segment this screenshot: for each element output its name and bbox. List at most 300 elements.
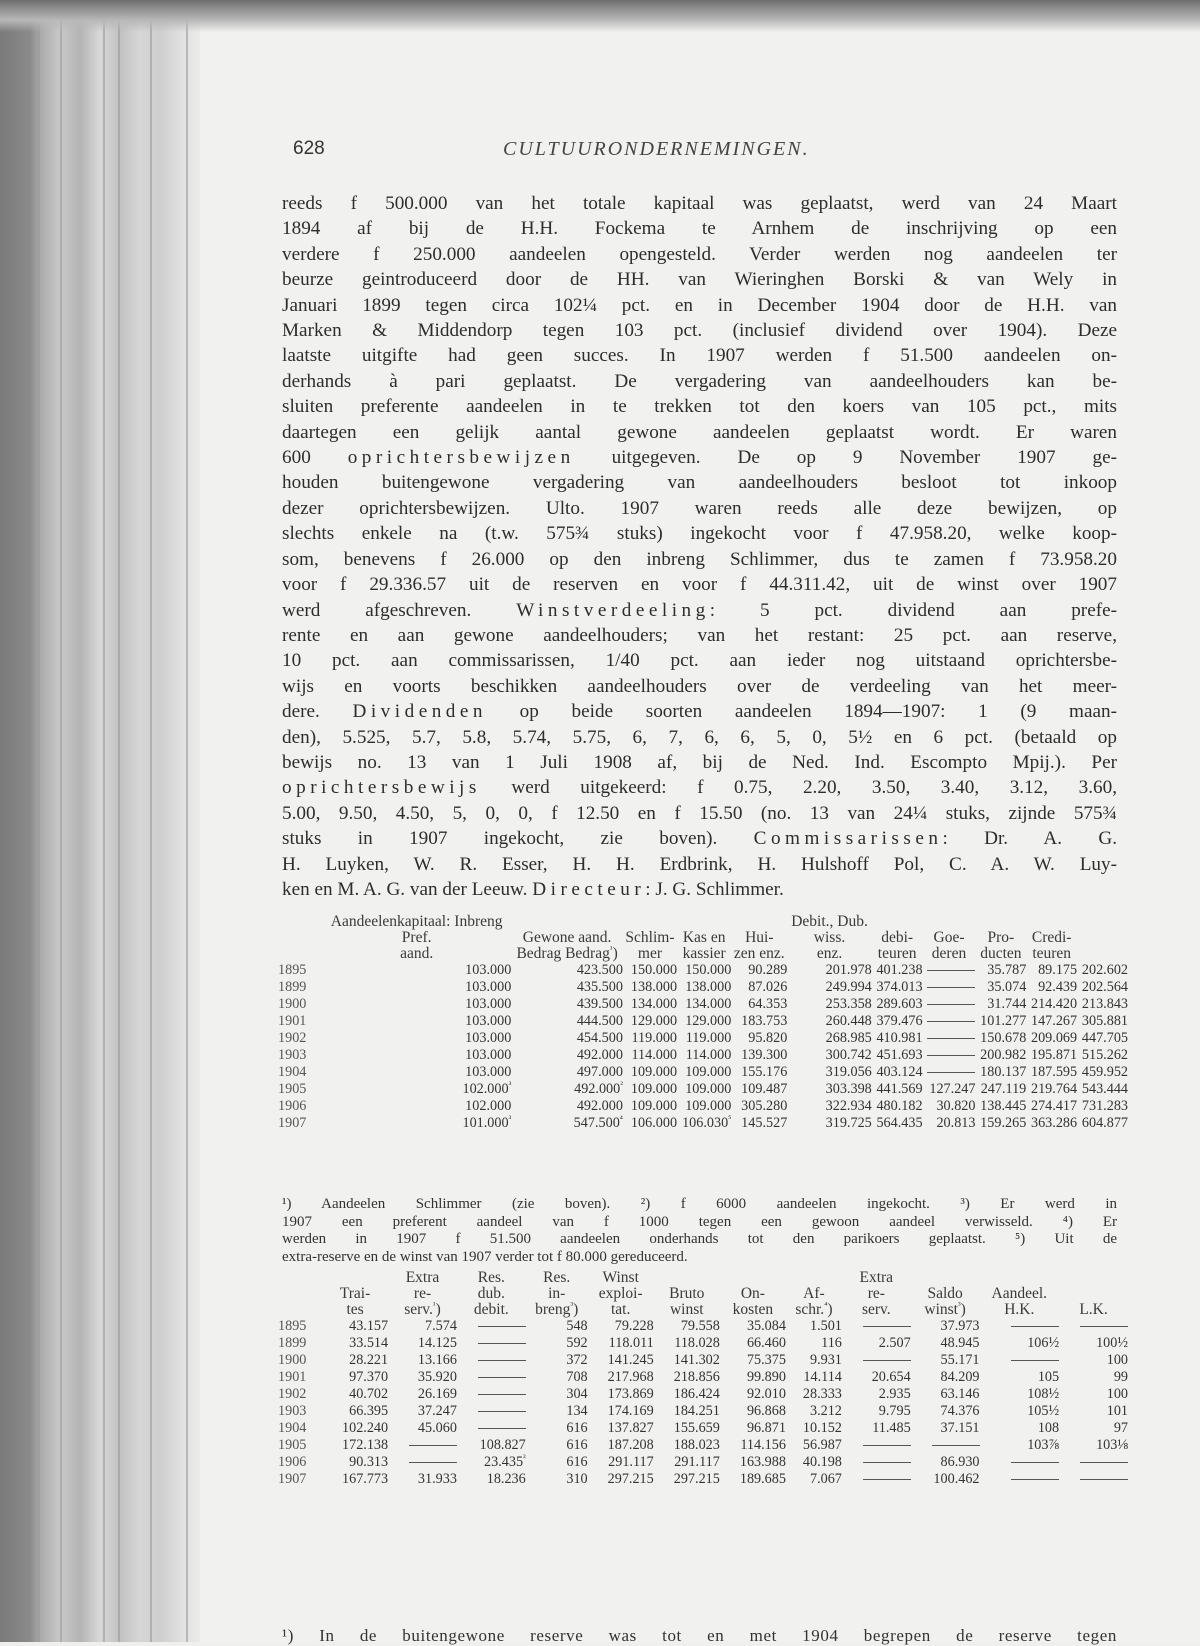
body-line: 5.00, 9.50, 4.50, 5, 0, 0, f 12.50 en f 15.50 (no. 13 van 24¼ stuks, zijnde 575¾	[282, 802, 1117, 824]
header-cell: debit.	[473, 1301, 509, 1318]
header-cell: Res.	[477, 1269, 505, 1286]
value-cell: 119.000	[631, 1030, 678, 1046]
table-row	[278, 1064, 1128, 1081]
value-cell: 108	[1037, 1420, 1060, 1436]
body-line: verdere f 250.000 aandeelen opengesteld. Verder werden nog aandeelen ter	[282, 243, 1117, 265]
value-cell: 105	[1037, 1369, 1060, 1385]
header-cell: teuren	[877, 945, 917, 962]
header-cell	[975, 914, 1026, 930]
running-title: CULTUURONDERNEMINGEN.	[503, 138, 810, 160]
value-cell: 7.067	[809, 1471, 842, 1487]
value-cell: 103⅞	[1027, 1437, 1060, 1453]
body-line: stuks in 1907 ingekocht, zie boven). Commissarissen: Dr. A. G.	[282, 828, 1118, 850]
table-row	[278, 1047, 1128, 1064]
value-cell: 137.827	[607, 1420, 654, 1436]
table-row	[278, 1352, 1128, 1369]
value-cell: 363.286	[1030, 1115, 1078, 1131]
value-cell: 145.527	[741, 1115, 788, 1131]
value-cell: $101.000^{^3}$	[462, 1113, 512, 1131]
value-cell: 187.595	[1030, 1064, 1078, 1080]
body-line: Marken & Middendorp tegen 103 pct. (inclusief dividend over 1904). Deze	[282, 320, 1117, 342]
header-cell	[278, 914, 322, 930]
value-cell: 35.074	[987, 979, 1027, 995]
value-cell: 616	[566, 1420, 588, 1436]
value-cell: 96.871	[746, 1420, 786, 1436]
body-line: H. Luyken, W. R. Esser, H. H. Erdbrink, H. Hulshoff Pol, C. A. W. Luy-	[282, 853, 1117, 875]
year-cell: 1900	[278, 1352, 307, 1368]
value-cell: 401.238	[876, 962, 923, 978]
page-top-shadow	[0, 0, 1200, 32]
header-cell: Winst	[602, 1269, 639, 1286]
table-row	[278, 1403, 1128, 1420]
header-cell: deren	[931, 945, 967, 962]
body-line: ken en M. A. G. van der Leeuw. Directeur: J. G. Schlimmer.	[282, 878, 784, 900]
value-cell	[911, 1437, 980, 1454]
value-cell: $492.000^{^2}$	[574, 1079, 623, 1097]
value-cell: 118.028	[674, 1335, 720, 1351]
value-cell	[842, 1437, 911, 1454]
year-cell: 1905	[278, 1081, 307, 1097]
page-header	[293, 138, 1113, 168]
value-cell	[457, 1420, 526, 1437]
value-cell: 109.000	[630, 1064, 678, 1080]
value-cell: 103⅛	[1096, 1437, 1128, 1453]
body-line: som, benevens f 26.000 op den inbreng Schlimmer, dus te zamen f 73.958.20	[282, 548, 1117, 570]
table-row	[278, 962, 1128, 979]
header-cell: tes	[346, 1301, 364, 1318]
header-cell: kosten	[732, 1301, 774, 1318]
value-cell: 129.000	[630, 1013, 678, 1029]
value-cell: 454.500	[576, 1030, 623, 1046]
table-row	[278, 1115, 1128, 1132]
value-cell	[980, 1454, 1060, 1471]
value-cell: 79.558	[680, 1318, 720, 1334]
value-cell	[842, 1454, 911, 1471]
value-cell: 43.157	[349, 1318, 389, 1334]
header-cell: Res.	[543, 1269, 571, 1286]
value-cell: 274.417	[1030, 1098, 1078, 1114]
page-number: 628	[293, 138, 325, 159]
table-row	[278, 1081, 1128, 1098]
value-cell: 134	[566, 1403, 588, 1419]
value-cell: 109.000	[685, 1064, 732, 1080]
header-cell: serv.$^{^1}$)	[404, 1299, 441, 1318]
value-cell: 40.198	[802, 1454, 842, 1470]
value-cell: 305.881	[1081, 1013, 1128, 1029]
header-cell: Schlim-	[625, 929, 675, 946]
value-cell: 180.137	[980, 1064, 1027, 1080]
value-cell: 268.985	[825, 1030, 872, 1046]
header-cell: Aandeel.	[991, 1285, 1048, 1302]
value-cell: 195.871	[1030, 1047, 1078, 1063]
value-cell: 247.119	[980, 1081, 1027, 1097]
value-cell: 103.000	[465, 1047, 512, 1063]
value-cell: 97.370	[349, 1369, 389, 1385]
value-cell	[923, 962, 976, 979]
value-cell: 291.117	[608, 1454, 654, 1470]
value-cell: 26.169	[417, 1386, 457, 1402]
value-cell: 92.439	[1038, 979, 1078, 995]
value-cell: 11.485	[872, 1420, 911, 1436]
value-cell: $23.435^{^2}$	[484, 1452, 526, 1470]
value-cell: 108½	[1027, 1386, 1060, 1402]
table-row	[278, 1437, 1128, 1454]
value-cell: 138.000	[685, 979, 732, 995]
body-line: derhands à pari geplaatst. De vergadering van aandeelhouders kan be-	[282, 370, 1117, 392]
table-header-row	[278, 946, 1128, 962]
year-cell: 1901	[278, 1013, 307, 1029]
table-header-row	[278, 1302, 1128, 1318]
body-line: sluiten preferente aandeelen in te trekken tot den koers van 105 pct., mits	[282, 396, 1117, 418]
value-cell: 37.151	[940, 1420, 980, 1436]
header-cell: Credi-	[1031, 929, 1072, 946]
value-cell: 543.444	[1081, 1081, 1128, 1097]
value-cell: 564.435	[876, 1115, 923, 1131]
value-cell: 150.000	[685, 962, 732, 978]
value-cell: 184.251	[673, 1403, 720, 1419]
body-line: slechts enkele na (t.w. 575¾ stuks) ingekocht voor f 47.958.20, welke koop-	[282, 523, 1117, 545]
header-cell: Kas en	[682, 929, 726, 946]
value-cell: 101.277	[980, 1013, 1027, 1029]
header-cell: Extra	[405, 1269, 440, 1286]
value-cell: 138.000	[630, 979, 678, 995]
value-cell: 480.182	[876, 1098, 923, 1114]
balance-table	[278, 914, 1128, 1132]
footnote-line: ¹) Aandeelen Schlimmer (zie boven). ²) f 6000 aandeelen ingekocht. ³) Er werd in	[282, 1196, 1117, 1212]
header-cell: re-	[867, 1285, 885, 1302]
value-cell: 444.500	[576, 1013, 623, 1029]
value-cell: 150.000	[630, 962, 678, 978]
header-cell	[654, 1270, 720, 1286]
value-cell: 374.013	[876, 979, 923, 995]
header-cell	[278, 930, 322, 946]
header-cell	[322, 1270, 388, 1286]
value-cell: 319.725	[825, 1115, 872, 1131]
value-cell: 84.209	[940, 1369, 980, 1385]
header-cell: H.K.	[1004, 1301, 1035, 1318]
value-cell: 20.654	[871, 1369, 911, 1385]
header-cell: Pref.	[401, 929, 432, 946]
value-cell: 134.000	[685, 996, 732, 1012]
table-header-row	[278, 930, 1128, 946]
header-cell: L.K.	[1079, 1301, 1108, 1318]
value-cell: 89.175	[1038, 962, 1078, 978]
value-cell: 159.265	[980, 1115, 1027, 1131]
footnote-line: werden in 1907 f 51.500 aandeelen onderhands tot den parikoers geplaatst. ⁵) Uit de	[282, 1231, 1117, 1247]
body-line: reeds f 500.000 van het totale kapitaal was geplaatst, werd van 24 Maart	[282, 193, 1117, 214]
footnote-line: 1907 een preferent aandeel van f 1000 tegen een gewoon aandeel verwisseld. ⁴) Er	[282, 1213, 1117, 1230]
header-cell	[677, 914, 731, 930]
value-cell: 379.476	[876, 1013, 923, 1029]
value-cell: 202.602	[1081, 962, 1128, 978]
year-cell: 1905	[278, 1437, 307, 1453]
header-cell: dub.	[477, 1285, 505, 1302]
value-cell: 200.982	[980, 1047, 1027, 1063]
year-cell: 1901	[278, 1369, 307, 1385]
table-row	[278, 1098, 1128, 1115]
header-cell: debi-	[881, 929, 914, 946]
value-cell: 304	[566, 1386, 588, 1402]
header-cell: in-	[548, 1285, 566, 1302]
value-cell: 447.705	[1081, 1030, 1128, 1046]
value-cell: 492.000	[576, 1047, 623, 1063]
value-cell: 40.702	[349, 1386, 389, 1402]
value-cell	[457, 1403, 526, 1420]
value-cell: 31.744	[987, 996, 1027, 1012]
value-cell: 441.569	[876, 1081, 923, 1097]
value-cell: 87.026	[748, 979, 788, 995]
table-row	[278, 1369, 1128, 1386]
header-cell	[911, 1270, 980, 1286]
header-cell: schr.$^{^4}$)	[795, 1299, 833, 1318]
value-cell: 109.000	[685, 1098, 732, 1114]
value-cell: 310	[566, 1471, 588, 1487]
value-cell: 35.920	[417, 1369, 457, 1385]
body-line: dezer oprichtersbewijzen. Ulto. 1907 waren reeds alle deze bewijzen, op	[282, 497, 1117, 519]
value-cell: 63.146	[940, 1386, 980, 1402]
bottom-footnote: ¹) In de buitengewone reserve was tot en met 1904 begrepen de reserve tegen	[282, 1626, 1117, 1645]
body-line: wijs en voorts beschikken aandeelhouders over de verdeeling van het meer-	[282, 675, 1117, 697]
body-line: werd afgeschreven. Winstverdeeling: 5 pct. dividend aan prefe-	[282, 599, 1118, 621]
year-cell: 1899	[278, 979, 307, 995]
header-cell	[278, 1286, 322, 1302]
value-cell	[980, 1318, 1060, 1335]
table-row	[278, 1471, 1128, 1488]
value-cell: 119.000	[685, 1030, 732, 1046]
body-line: oprichtersbewijs werd uitgekeerd: f 0.75, 2.20, 3.50, 3.40, 3.12, 3.60,	[282, 777, 1117, 799]
value-cell: 96.868	[746, 1403, 786, 1419]
value-cell: 155.176	[741, 1064, 788, 1080]
value-cell: 319.056	[825, 1064, 872, 1080]
value-cell: 14.125	[417, 1335, 457, 1351]
value-cell: 592	[566, 1335, 588, 1351]
value-cell: 731.283	[1081, 1098, 1128, 1114]
value-cell: 35.084	[746, 1318, 786, 1334]
header-cell: winst	[669, 1301, 704, 1318]
value-cell: 134.000	[630, 996, 678, 1012]
value-cell: 35.787	[987, 962, 1027, 978]
value-cell: 155.659	[673, 1420, 720, 1436]
value-cell: 7.574	[425, 1318, 457, 1334]
value-cell: 1.501	[809, 1318, 842, 1334]
value-cell: 86.930	[940, 1454, 980, 1470]
value-cell: 188.023	[673, 1437, 720, 1453]
value-cell: 66.460	[746, 1335, 786, 1351]
year-cell: 1904	[278, 1064, 307, 1080]
year-cell: 1895	[278, 962, 307, 978]
header-cell: Pro-	[987, 929, 1015, 946]
header-cell	[1059, 1270, 1128, 1286]
header-cell: Saldo	[927, 1285, 963, 1302]
value-cell: 9.795	[878, 1403, 911, 1419]
year-cell: 1906	[278, 1454, 307, 1470]
value-cell: 106½	[1027, 1335, 1060, 1351]
value-cell: 305.280	[741, 1098, 788, 1114]
header-cell	[623, 914, 677, 930]
value-cell: 174.169	[607, 1403, 654, 1419]
value-cell: 75.375	[746, 1352, 786, 1368]
value-cell: 163.988	[739, 1454, 786, 1470]
value-cell: 173.869	[607, 1386, 654, 1402]
header-cell: mer	[637, 945, 663, 962]
header-cell: Bedrag Bedrag$^{^1}$)	[516, 943, 618, 962]
header-cell: aand.	[400, 945, 434, 962]
value-cell: 101	[1106, 1403, 1128, 1419]
footnote-line: extra-reserve en de winst van 1907 verder tot f 80.000 gereduceerd.	[282, 1248, 688, 1265]
value-cell: 10.152	[802, 1420, 842, 1436]
body-line: beurze geintroduceerd door de HH. van Wieringhen Borski & van Wely in	[282, 269, 1117, 291]
value-cell	[388, 1437, 457, 1454]
header-cell: Bruto	[669, 1285, 705, 1302]
value-cell: 66.395	[349, 1403, 389, 1419]
value-cell: 300.742	[825, 1047, 872, 1063]
value-cell: 209.069	[1030, 1030, 1078, 1046]
table-row	[278, 1013, 1128, 1030]
value-cell: 604.877	[1081, 1115, 1128, 1131]
value-cell: 141.245	[607, 1352, 654, 1368]
value-cell: 167.773	[342, 1471, 389, 1487]
value-cell	[388, 1454, 457, 1471]
value-cell: 100½	[1096, 1335, 1128, 1351]
value-cell: 3.212	[809, 1403, 842, 1419]
value-cell: 106.000	[630, 1115, 678, 1131]
value-cell	[1059, 1454, 1128, 1471]
value-cell: 114.000	[631, 1047, 678, 1063]
year-cell: 1903	[278, 1403, 307, 1419]
header-cell: Af-	[803, 1285, 825, 1302]
value-cell: 297.215	[673, 1471, 720, 1487]
table-header-row	[278, 1286, 1128, 1302]
value-cell: 99	[1113, 1369, 1128, 1385]
value-cell: 103.000	[465, 996, 512, 1012]
year-cell: 1902	[278, 1030, 307, 1046]
value-cell: 403.124	[876, 1064, 923, 1080]
body-line: den), 5.525, 5.7, 5.8, 5.74, 5.75, 6, 7, 6, 6, 5, 0, 5½ en 6 pct. (betaald op	[282, 726, 1117, 748]
value-cell	[457, 1352, 526, 1369]
value-cell: 37.247	[417, 1403, 457, 1419]
header-cell	[923, 914, 976, 930]
value-cell	[923, 996, 976, 1013]
value-cell: 201.978	[825, 962, 872, 978]
value-cell: 79.228	[614, 1318, 654, 1334]
value-cell: 116	[821, 1335, 842, 1351]
value-cell: 2.935	[878, 1386, 911, 1402]
value-cell: 492.000	[576, 1098, 623, 1114]
header-cell: tat.	[610, 1301, 631, 1318]
value-cell: 14.114	[803, 1369, 842, 1385]
value-cell: 138.445	[980, 1098, 1027, 1114]
value-cell: 28.221	[349, 1352, 389, 1368]
header-cell: Goe-	[933, 929, 965, 946]
value-cell	[923, 1013, 976, 1030]
value-cell: 100	[1106, 1352, 1128, 1368]
value-cell: 616	[566, 1454, 588, 1470]
header-cell	[786, 1270, 842, 1286]
header-cell	[1059, 1286, 1128, 1302]
value-cell: 497.000	[576, 1064, 623, 1080]
value-cell: 322.934	[825, 1098, 872, 1114]
value-cell: 55.171	[940, 1352, 980, 1368]
value-cell: 186.424	[673, 1386, 720, 1402]
value-cell: 435.500	[576, 979, 623, 995]
header-cell: Debit., Dub.	[791, 913, 868, 930]
header-cell: enz.	[816, 945, 843, 962]
value-cell	[980, 1471, 1060, 1488]
body-line: laatste uitgifte had geen succes. In 1907 werden f 51.500 aandeelen on-	[282, 345, 1117, 367]
value-cell: 2.507	[878, 1335, 911, 1351]
header-cell: Gewone aand.	[522, 929, 612, 946]
value-cell	[923, 1064, 976, 1081]
header-cell: serv.	[861, 1301, 891, 1318]
value-cell: 31.933	[417, 1471, 457, 1487]
value-cell: 260.448	[825, 1013, 872, 1029]
value-cell: 37.973	[940, 1318, 980, 1334]
value-cell: 92.010	[746, 1386, 786, 1402]
value-cell: 189.685	[739, 1471, 786, 1487]
value-cell: 9.931	[809, 1352, 842, 1368]
header-cell: Extra	[859, 1269, 894, 1286]
value-cell: 109.487	[741, 1081, 788, 1097]
value-cell: 103.000	[465, 979, 512, 995]
value-cell	[457, 1369, 526, 1386]
value-cell: 109.000	[685, 1081, 732, 1097]
value-cell: 118.011	[608, 1335, 654, 1351]
footnotes	[282, 1196, 1117, 1266]
year-cell: 1900	[278, 996, 307, 1012]
year-cell: 1907	[278, 1471, 307, 1487]
header-cell	[278, 1302, 322, 1318]
value-cell	[457, 1318, 526, 1335]
body-line: 10 pct. aan commissarissen, 1/40 pct. aan ieder nog uitstaand oprichtersbe-	[282, 650, 1117, 672]
value-cell: 109.000	[630, 1081, 678, 1097]
value-cell: 708	[566, 1369, 588, 1385]
value-cell: 291.117	[674, 1454, 720, 1470]
table-row	[278, 1318, 1128, 1335]
value-cell: 172.138	[342, 1437, 389, 1453]
header-cell	[278, 946, 322, 962]
value-cell: $547.500^{^4}$	[573, 1113, 623, 1131]
table-row	[278, 1420, 1128, 1437]
value-cell	[842, 1318, 911, 1335]
table-row	[278, 1454, 1128, 1471]
value-cell: 141.302	[673, 1352, 720, 1368]
value-cell: 100	[1106, 1386, 1128, 1402]
year-cell: 1902	[278, 1386, 307, 1402]
value-cell: 109.000	[630, 1098, 678, 1114]
value-cell: 114.000	[685, 1047, 732, 1063]
header-cell: zen enz.	[733, 945, 785, 962]
body-line: 1894 af bij de H.H. Fockema te Arnhem de inschrijving op een	[282, 218, 1117, 240]
value-cell: 102.000	[465, 1098, 512, 1114]
value-cell: 97	[1113, 1420, 1128, 1436]
table-header-row	[278, 914, 1128, 930]
value-cell: 74.376	[940, 1403, 980, 1419]
table-row	[278, 1335, 1128, 1352]
header-cell	[278, 1270, 322, 1286]
value-cell: 103.000	[465, 962, 512, 978]
value-cell: 103.000	[465, 1064, 512, 1080]
value-cell: 13.166	[417, 1352, 457, 1368]
value-cell: 105½	[1027, 1403, 1060, 1419]
table-row	[278, 1386, 1128, 1403]
value-cell	[457, 1335, 526, 1352]
value-cell: 439.500	[576, 996, 623, 1012]
body-line: Januari 1899 tegen circa 102¼ pct. en in December 1904 door de H.H. van	[282, 294, 1117, 316]
value-cell	[923, 979, 976, 996]
value-cell	[923, 1030, 976, 1047]
header-cell	[980, 1270, 1060, 1286]
value-cell	[842, 1471, 911, 1488]
